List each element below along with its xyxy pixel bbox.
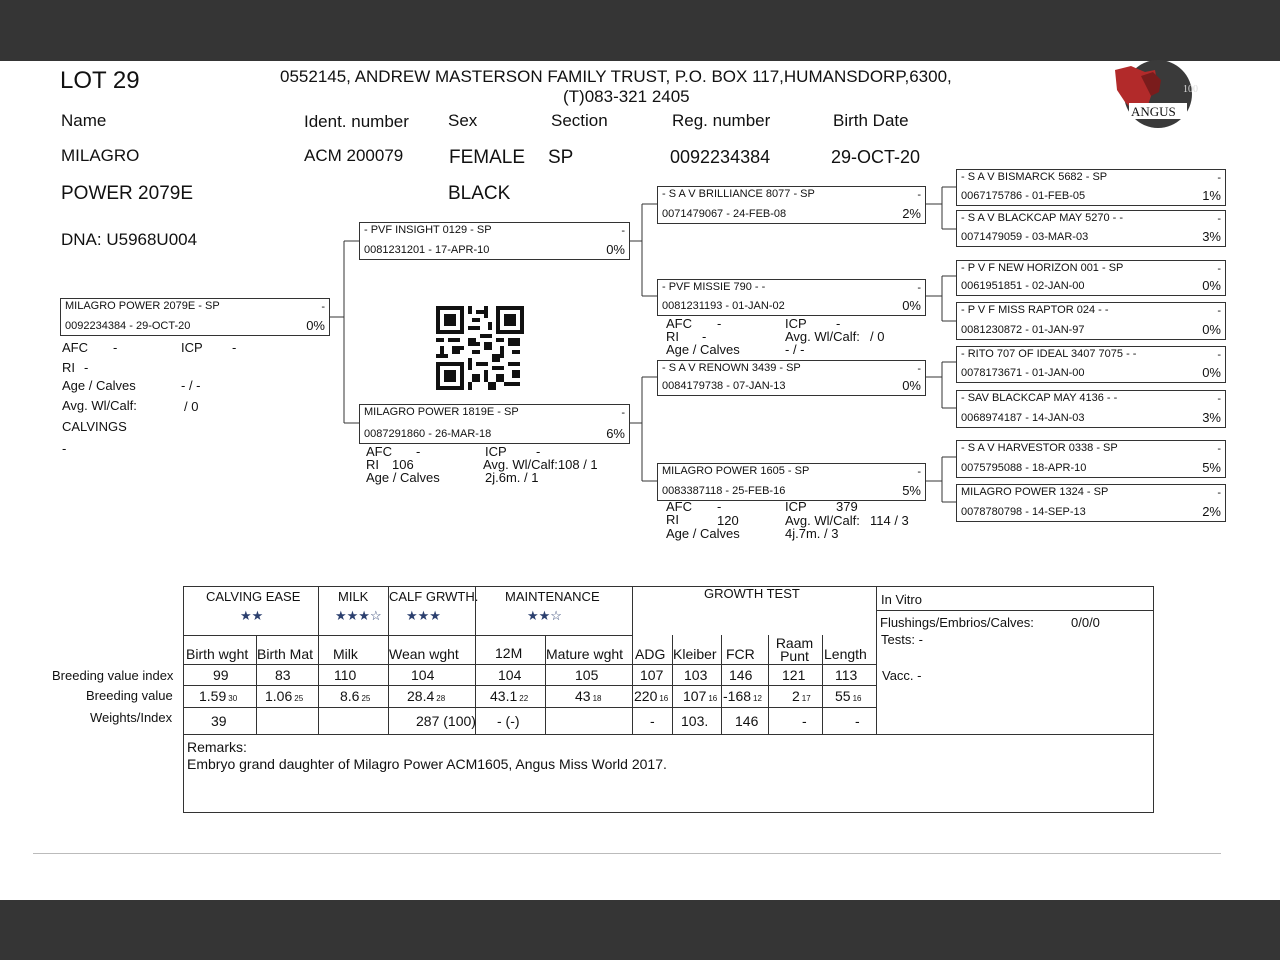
col-birth-weight: Birth wght	[186, 646, 249, 662]
self-calvings-val: -	[62, 441, 67, 456]
gp4-ri-val: 120	[717, 513, 739, 528]
header-reg: Reg. number	[672, 111, 771, 130]
weight-cell: 39	[211, 713, 227, 729]
pedigree-id: 0078780798 - 14-SEP-13	[961, 506, 1086, 518]
calving-ease-stars: ★★	[240, 608, 264, 623]
dam-age-label: Age / Calves	[366, 470, 440, 485]
pedigree-pct: 5%	[902, 483, 921, 498]
pedigree-dash: -	[917, 189, 921, 201]
group-maintenance: MAINTENANCE	[505, 589, 600, 604]
gp4-age-label: Age / Calves	[666, 526, 740, 541]
gp4-ri-label: RI	[666, 512, 679, 527]
bvi-cell: 107	[640, 667, 664, 683]
in-vitro-title: In Vitro	[881, 592, 922, 607]
gp2-ri-val: -	[702, 329, 707, 344]
pedigree-pct: 0%	[1202, 365, 1221, 380]
pedigree-name: - P V F NEW HORIZON 001 - SP	[961, 262, 1124, 274]
breeder-phone: (T)083-321 2405	[563, 87, 690, 106]
animal-dna: DNA: U5968U004	[61, 230, 198, 249]
weight-cell: 287 (100)	[416, 713, 476, 729]
pedigree-dash: -	[321, 301, 325, 313]
tests-value: Tests: -	[881, 632, 923, 647]
pedigree-dash: -	[1217, 305, 1221, 317]
col-adg: ADG	[635, 646, 666, 662]
bv-cell: 55 16	[835, 688, 862, 704]
weight-cell: - (-)	[497, 713, 520, 729]
flushings-value: 0/0/0	[1071, 615, 1100, 630]
pedigree-id: 0061951851 - 02-JAN-00	[961, 280, 1085, 292]
gp4-afc-label: AFC	[666, 499, 692, 514]
gp2-ri-label: RI	[666, 329, 679, 344]
pedigree-name: - SAV BLACKCAP MAY 4136 - -	[961, 392, 1118, 404]
remarks-label: Remarks:	[187, 739, 247, 755]
col-kleiber: Kleiber	[673, 646, 717, 662]
calf-growth-stars: ★★★	[406, 608, 441, 623]
dam-icp-label: ICP	[485, 444, 507, 459]
pedigree-dash: -	[621, 225, 625, 237]
dam-icp-val: -	[536, 444, 541, 459]
animal-color: BLACK	[448, 183, 511, 204]
col-raam-punt: Raam Punt	[775, 635, 814, 664]
gp4-avg-label: Avg. Wl/Calf:	[785, 513, 860, 528]
row-label-bv: Breeding value	[86, 688, 173, 703]
pedigree-id: 0075795088 - 18-APR-10	[961, 462, 1087, 474]
bvi-cell: 104	[498, 667, 522, 683]
group-calf-growth: CALF GRWTH.	[389, 589, 479, 604]
gp4-icp-val: 379	[836, 499, 858, 514]
pedigree-id: 0081231193 - 01-JAN-02	[662, 300, 785, 312]
pedigree-dash: -	[1217, 213, 1221, 225]
pedigree-dash: -	[1217, 487, 1221, 499]
weight-cell: 103.	[681, 713, 709, 729]
flushings-label: Flushings/Embrios/Calves:	[880, 615, 1034, 630]
gp2-age-val: - / -	[785, 342, 805, 357]
pedigree-dash: -	[917, 363, 921, 375]
group-milk: MILK	[338, 589, 369, 604]
pedigree-id: 0071479067 - 24-FEB-08	[662, 208, 787, 220]
bvi-cell: 83	[275, 667, 291, 683]
gp2-icp-label: ICP	[785, 316, 807, 331]
gp2-afc-val: -	[717, 316, 722, 331]
pedigree-pct: 3%	[1202, 229, 1221, 244]
bvi-cell: 110	[334, 667, 357, 683]
dam-afc-val: -	[416, 444, 421, 459]
pedigree-name: - PVF MISSIE 790 - -	[662, 281, 766, 293]
pedigree-name: - P V F MISS RAPTOR 024 - -	[961, 304, 1109, 316]
gp2-avg-val: / 0	[870, 329, 885, 344]
row-label-bvi: Breeding value index	[52, 668, 174, 683]
self-age-label: Age / Calves	[62, 378, 136, 393]
bv-cell: 2 17	[792, 688, 811, 704]
pedigree-pct: 0%	[902, 378, 921, 393]
bvi-cell: 103	[684, 667, 708, 683]
milk-stars: ★★★☆	[335, 608, 382, 623]
self-ri-label: RI	[62, 360, 75, 375]
dam-avg: Avg. Wl/Calf:108 / 1	[483, 457, 598, 472]
col-birth-maternal: Birth Mat	[257, 646, 314, 662]
header-section: Section	[551, 111, 608, 130]
pedigree-dash: -	[1217, 393, 1221, 405]
pedigree-name: - S A V HARVESTOR 0338 - SP	[961, 442, 1118, 454]
pedigree-id: 0087291860 - 26-MAR-18	[364, 428, 492, 440]
bv-cell: 43 18	[575, 688, 602, 704]
animal-name-1: MILAGRO	[61, 146, 140, 165]
pedigree-pct: 2%	[902, 206, 921, 221]
pedigree-name: MILAGRO POWER 2079E - SP	[65, 300, 220, 312]
col-mature-weight: Mature wght	[546, 646, 624, 662]
animal-birth: 29-OCT-20	[831, 147, 921, 167]
breeder-address: 0552145, ANDREW MASTERSON FAMILY TRUST, P.O. BOX 117,HUMANSDORP,6300,	[280, 67, 952, 86]
pedigree-name: - S A V RENOWN 3439 - SP	[662, 362, 801, 374]
footer-divider	[33, 853, 1221, 854]
col-fcr: FCR	[726, 646, 755, 662]
bvi-cell: 146	[729, 667, 753, 683]
dam-age-val: 2j.6m. / 1	[485, 470, 539, 485]
bvi-cell: 105	[575, 667, 599, 683]
gp4-icp-label: ICP	[785, 499, 807, 514]
animal-name-2: POWER 2079E	[61, 183, 193, 204]
pedigree-name: - S A V BRILLIANCE 8077 - SP	[662, 188, 815, 200]
svg-text:ANGUS: ANGUS	[1131, 104, 1176, 119]
pedigree-name: - S A V BLACKCAP MAY 5270 - -	[961, 212, 1124, 224]
pedigree-dash: -	[917, 466, 921, 478]
pedigree-id: 0084179738 - 07-JAN-13	[662, 380, 786, 392]
pedigree-id: 0068974187 - 14-JAN-03	[961, 412, 1085, 424]
self-afc-label: AFC	[62, 340, 88, 355]
weight-cell: -	[802, 713, 807, 729]
bv-cell: 1.06 25	[265, 688, 304, 704]
dam-afc-label: AFC	[366, 444, 392, 459]
self-avg-label: Avg. Wl/Calf:	[62, 398, 137, 413]
pedigree-id: 0081231201 - 17-APR-10	[364, 244, 490, 256]
weight-cell: -	[650, 713, 655, 729]
pedigree-pct: 5%	[1202, 460, 1221, 475]
self-calvings-label: CALVINGS	[62, 419, 127, 434]
pedigree-dash: -	[1217, 443, 1221, 455]
pedigree-id: 0083387118 - 25-FEB-16	[662, 485, 786, 497]
pedigree-name: - S A V BISMARCK 5682 - SP	[961, 171, 1108, 183]
bvi-cell: 104	[411, 667, 435, 683]
group-growth-test: GROWTH TEST	[704, 586, 800, 601]
pedigree-dash: -	[917, 282, 921, 294]
bv-cell: 8.6 25	[340, 688, 371, 704]
pedigree-pct: 0%	[1202, 322, 1221, 337]
col-wean-weight: Wean wght	[389, 646, 459, 662]
bvi-cell: 121	[782, 667, 806, 683]
pedigree-pct: 1%	[1202, 188, 1221, 203]
pedigree-dash: -	[1217, 263, 1221, 275]
dam-ri-label: RI	[366, 457, 379, 472]
bvi-cell: 99	[213, 667, 229, 683]
pedigree-pct: 0%	[306, 318, 325, 333]
lot-number: LOT 29	[60, 67, 140, 94]
dam-ri-val: 106	[392, 457, 414, 472]
row-label-weights: Weights/Index	[90, 710, 173, 725]
self-avg-val: / 0	[184, 399, 199, 414]
svg-text:100: 100	[1183, 84, 1198, 95]
col-length: Length	[824, 646, 867, 662]
gp4-age-val: 4j.7m. / 3	[785, 526, 839, 541]
col-12m: 12M	[495, 645, 523, 661]
animal-sex: FEMALE	[449, 147, 526, 168]
pedigree-pct: 6%	[606, 426, 625, 441]
maintenance-stars: ★★☆	[527, 608, 562, 623]
pedigree-pct: 0%	[1202, 278, 1221, 293]
animal-ident: ACM 200079	[304, 146, 404, 165]
header-name: Name	[61, 111, 107, 130]
bv-cell: 1.59 30	[199, 688, 238, 704]
pedigree-id: 0078173671 - 01-JAN-00	[961, 367, 1085, 379]
bv-cell: 107 16	[683, 688, 718, 704]
pedigree-name: - PVF INSIGHT 0129 - SP	[364, 224, 492, 236]
pedigree-pct: 3%	[1202, 410, 1221, 425]
self-ri-val: -	[84, 360, 89, 375]
self-icp-val: -	[232, 340, 237, 355]
pedigree-dash: -	[1217, 172, 1221, 184]
self-afc-val: -	[113, 340, 118, 355]
self-age-val: - / -	[181, 378, 201, 393]
pedigree-id: 0081230872 - 01-JAN-97	[961, 324, 1085, 336]
pedigree-name: MILAGRO POWER 1819E - SP	[364, 406, 519, 418]
weight-cell: 146	[735, 713, 759, 729]
bv-cell: 28.4 28	[407, 688, 446, 704]
animal-section: SP	[548, 147, 574, 168]
pedigree-pct: 0%	[902, 298, 921, 313]
pedigree-pct: 0%	[606, 242, 625, 257]
pedigree-id: 0067175786 - 01-FEB-05	[961, 190, 1086, 202]
pedigree-pct: 2%	[1202, 504, 1221, 519]
gp4-afc-val: -	[717, 499, 722, 514]
header-sex: Sex	[448, 111, 478, 130]
self-icp-label: ICP	[181, 340, 203, 355]
bv-cell: 220 16	[634, 688, 669, 704]
pedigree-name: - RITO 707 OF IDEAL 3407 7075 - -	[961, 348, 1137, 360]
gp2-avg-label: Avg. Wl/Calf:	[785, 329, 860, 344]
header-ident: Ident. number	[304, 112, 409, 131]
vacc-value: Vacc. -	[882, 668, 922, 683]
pedigree-dash: -	[621, 407, 625, 419]
gp2-age-label: Age / Calves	[666, 342, 740, 357]
bv-cell: -168 12	[723, 688, 762, 704]
gp2-afc-label: AFC	[666, 316, 692, 331]
pedigree-id: 0071479059 - 03-MAR-03	[961, 231, 1089, 243]
group-calving-ease: CALVING EASE	[206, 589, 301, 604]
animal-reg: 0092234384	[670, 147, 771, 167]
pedigree-id: 0092234384 - 29-OCT-20	[65, 320, 191, 332]
weight-cell: -	[855, 713, 860, 729]
bv-cell: 43.1 22	[490, 688, 529, 704]
bvi-cell: 113	[835, 667, 858, 683]
pedigree-name: MILAGRO POWER 1324 - SP	[961, 486, 1109, 498]
col-milk: Milk	[333, 646, 358, 662]
gp4-avg-val: 114 / 3	[870, 513, 909, 528]
pedigree-dash: -	[1217, 349, 1221, 361]
header-birth: Birth Date	[833, 111, 909, 130]
remarks-text: Embryo grand daughter of Milagro Power ACM1605, Angus Miss World 2017.	[187, 756, 667, 772]
gp2-icp-val: -	[836, 316, 841, 331]
pedigree-name: MILAGRO POWER 1605 - SP	[662, 465, 810, 477]
